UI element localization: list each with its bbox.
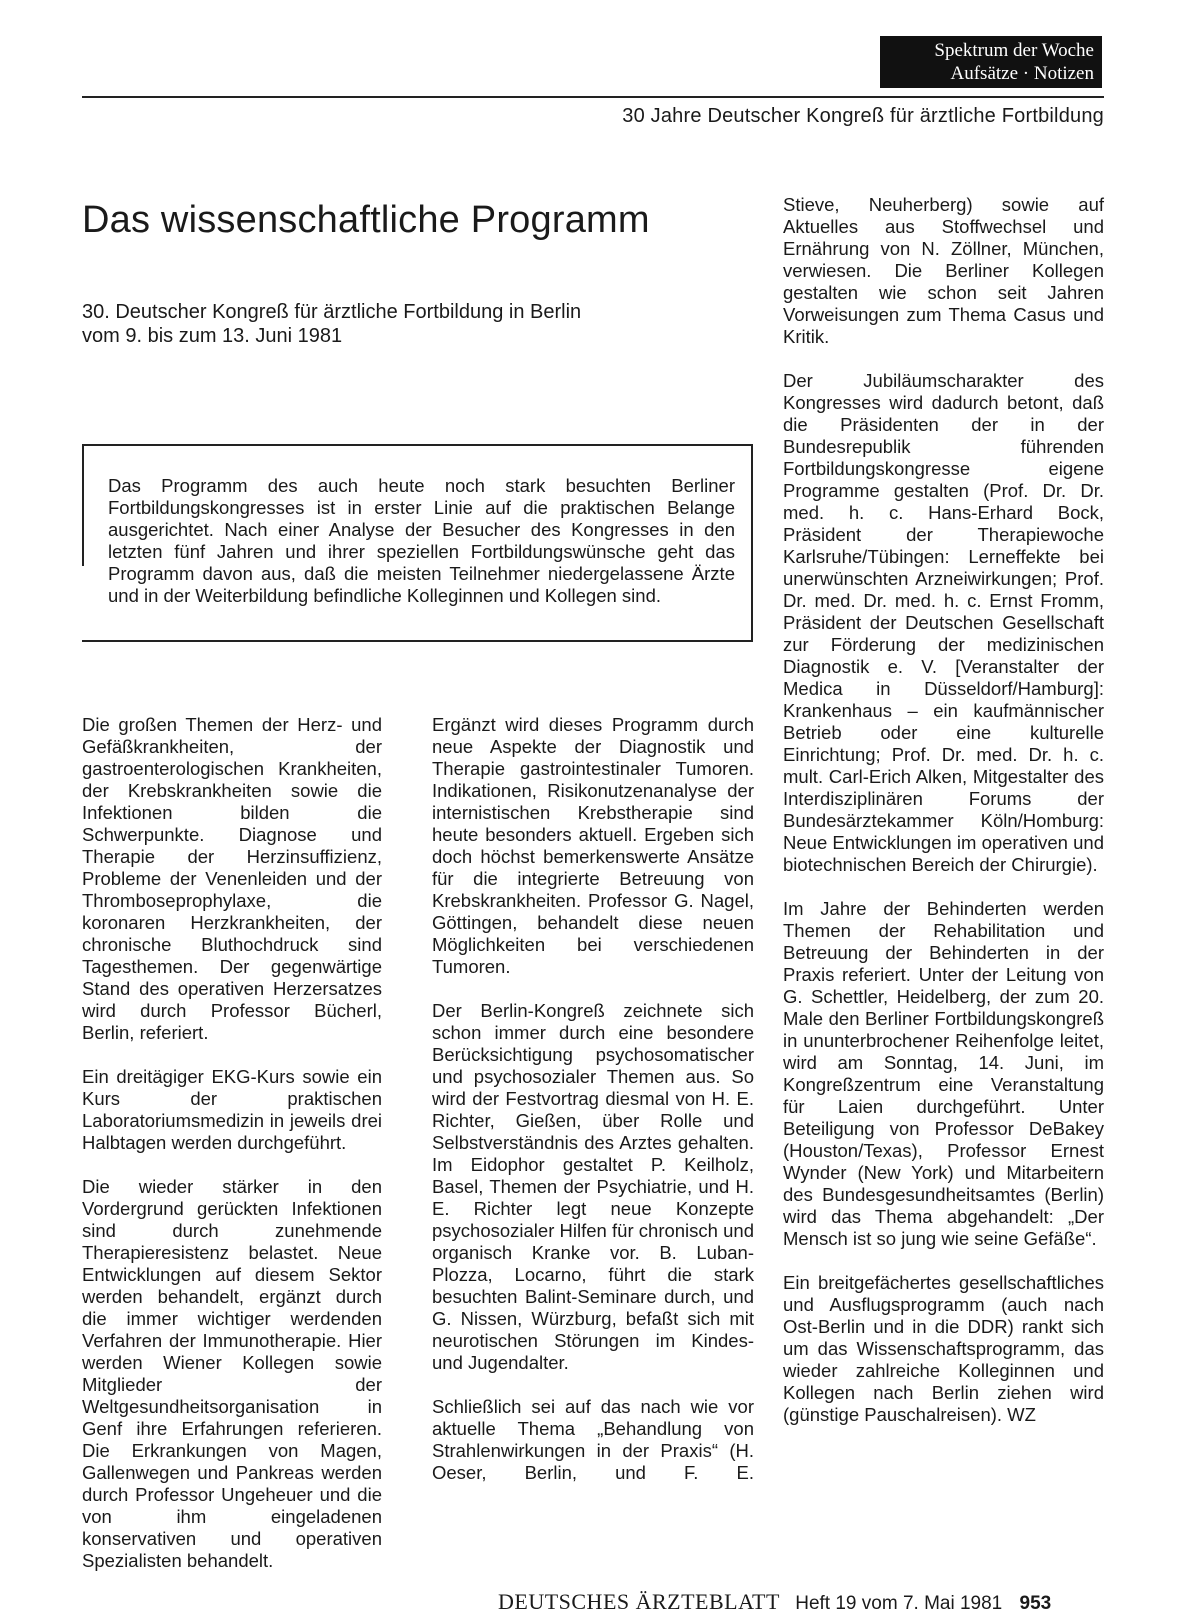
article-title: Das wissenschaftliche Programm <box>82 199 650 241</box>
paragraph: Ein dreitägiger EKG-Kurs sowie ein Kurs der praktischen Laboratoriumsmedizin in jeweils drei Halbtagen werden durchgeführt. <box>82 1066 382 1153</box>
paragraph: Schließlich sei auf das nach wie vor aktuelle Thema „Behandlung von Strahlenwirkungen in der Praxis“ (H. Oeser, Berlin, und F. E. <box>432 1396 754 1483</box>
journal-name: DEUTSCHES ÄRZTEBLATT <box>498 1589 780 1614</box>
column-2 <box>432 714 754 1506</box>
column-1 <box>82 714 382 1594</box>
column-3 <box>783 194 1104 1448</box>
subtitle-line2: vom 9. bis zum 13. Juni 1981 <box>82 325 343 347</box>
paragraph: Die großen Themen der Herz- und Gefäßkrankheiten, der gastroenterologischen Krankheiten, der Krebskrankheiten sowie die Infektionen bilden die Schwerpunkte. Diagnose und Therapie der Herzinsuffizienz, Probleme der Venenleiden und der Thromboseprophylaxe, die koronaren Herzkrankheiten, der chronische Bluthochdruck sind Tagesthemen. Der gegenwärtige Stand des operativen Herzersatzes wird durch Professor Bücherl, Berlin, referiert. <box>82 714 382 1043</box>
paragraph: Im Jahre der Behinderten werden Themen der Rehabilitation und Betreuung der Behinderten in der Praxis referiert. Unter der Leitung von G. Schettler, Heidelberg, der zum 20. Male den Berliner Fortbildungskongreß in ununterbrochener Reihenfolge leitet, wird am Sonntag, 14. Juni, im Kongreßzentrum eine Veranstaltung für Laien durchgeführt. Unter Beteiligung von Professor DeBakey (Houston/Texas), Professor Ernest Wynder (New York) und Mitarbeitern des Bundesgesundheitsamtes (Berlin) wird das Thema abgehandelt: „Der Mensch ist so jung wie seine Gefäße“. <box>783 898 1104 1249</box>
subtitle-line1: 30. Deutscher Kongreß für ärztliche Fortbildung in Berlin <box>82 301 582 323</box>
paragraph: Die wieder stärker in den Vordergrund gerückten Infektionen sind durch zunehmende Therapieresistenz belastet. Neue Entwicklungen auf diesem Sektor werden behandelt, ergänzt durch die immer wichtiger werdenden Verfahren der Immunotherapie. Hier werden Wiener Kollegen sowie Mitglieder der Weltgesundheitsorganisation in Genf ihre Erfahrungen referieren. Die Erkrankungen von Magen, Gallenwegen und Pankreas werden durch Professor Ungeheuer und die von ihm eingeladenen konservativen und operativen Spezialisten behandelt. <box>82 1176 382 1571</box>
paragraph: Der Berlin-Kongreß zeichnete sich schon immer durch eine besondere Berücksichtigung psychosomatischer und psychosozialer Themen aus. So wird der Festvortrag diesmal von H. E. Richter, Gießen, über Rolle und Selbstverständnis des Arztes gehalten. Im Eidophor gestaltet P. Keilholz, Basel, Themen der Psychiatrie, und H. E. Richter legt neue Konzepte psychosozialer Hilfen für chronisch und organisch Kranke vor. B. Luban-Plozza, Locarno, führt die stark besuchten Balint-Seminare durch, und G. Nissen, Würzburg, befaßt sich mit neurotischen Störungen im Kindes- und Jugendalter. <box>432 1000 754 1373</box>
paragraph: Ein breitgefächertes gesellschaftliches und Ausflugsprogramm (auch nach Ost-Berlin und in die DDR) rankt sich um das Wissenschaftsprogramm, das wieder zahlreiche Kolleginnen und Kollegen nach Berlin ziehen wird (günstige Pauschalreisen). WZ <box>783 1272 1104 1425</box>
article-subtitle <box>82 300 682 348</box>
section-badge-line2: Aufsätze · Notizen <box>950 63 1094 84</box>
paragraph: Stieve, Neuherberg) sowie auf Aktuelles aus Stoffwechsel und Ernährung von N. Zöllner, München, verwiesen. Die Berliner Kollegen gestalten wie schon seit Jahren Vorweisungen zum Thema Casus und Kritik. <box>783 194 1104 347</box>
paragraph: Ergänzt wird dieses Programm durch neue Aspekte der Diagnostik und Therapie gastrointestinaler Tumoren. Indikationen, Risikonutzenanalyse der internistischen Krebstherapie sind heute besonders aktuell. Ergeben sich doch höchst bemerkenswerte Ansätze für die integrierte Betreuung von Krebskrankheiten. Professor G. Nagel, Göttingen, behandelt diese neuen Möglichkeiten bei verschiedenen Tumoren. <box>432 714 754 977</box>
section-badge <box>880 36 1102 88</box>
paragraph: Der Jubiläumscharakter des Kongresses wird dadurch betont, daß die Präsidenten der in der Bundesrepublik führenden Fortbildungskongresse eigene Programme gestalten (Prof. Dr. Dr. med. h. c. Hans-Erhard Bock, Präsident der Therapiewoche Karlsruhe/Tübingen: Lerneffekte bei unerwünschten Arzneiwirkungen; Prof. Dr. med. Dr. med. h. c. Ernst Fromm, Präsident der Deutschen Gesellschaft zur Förderung der medizinischen Diagnostik e. V. [Veranstalter der Medica in Düsseldorf/Hamburg]: Krankenhaus – ein kaufmännischer Betrieb oder eine kulturelle Einrichtung; Prof. Dr. med. Dr. h. c. mult. Carl-Erich Alken, Mitgestalter des Interdisziplinären Forums der Bundesärztekammer Köln/Homburg: Neue Entwicklungen im operativen und biotechnischen Bereich der Chirurgie). <box>783 370 1104 875</box>
section-badge-line1: Spektrum der Woche <box>934 40 1094 61</box>
page-footer <box>498 1590 1051 1616</box>
issue-info: Heft 19 vom 7. Mai 1981 <box>795 1593 1003 1614</box>
kicker: 30 Jahre Deutscher Kongreß für ärztliche Fortbildung <box>622 105 1104 127</box>
abstract: Das Programm des auch heute noch stark besuchten Berliner Fortbildungskongresses ist in erster Linie auf die praktischen Belange ausgerichtet. Nach einer Analyse der Besucher des Kongresses in den letzten fünf Jahren und ihrer speziellen Fortbildungswünsche geht das Programm davon aus, daß die meisten Teilnehmer niedergelassene Ärzte und in der Weiterbildung befindliche Kolleginnen und Kollegen sind. <box>108 475 735 606</box>
header-rule <box>82 96 1104 98</box>
page-number: 953 <box>1019 1593 1052 1614</box>
